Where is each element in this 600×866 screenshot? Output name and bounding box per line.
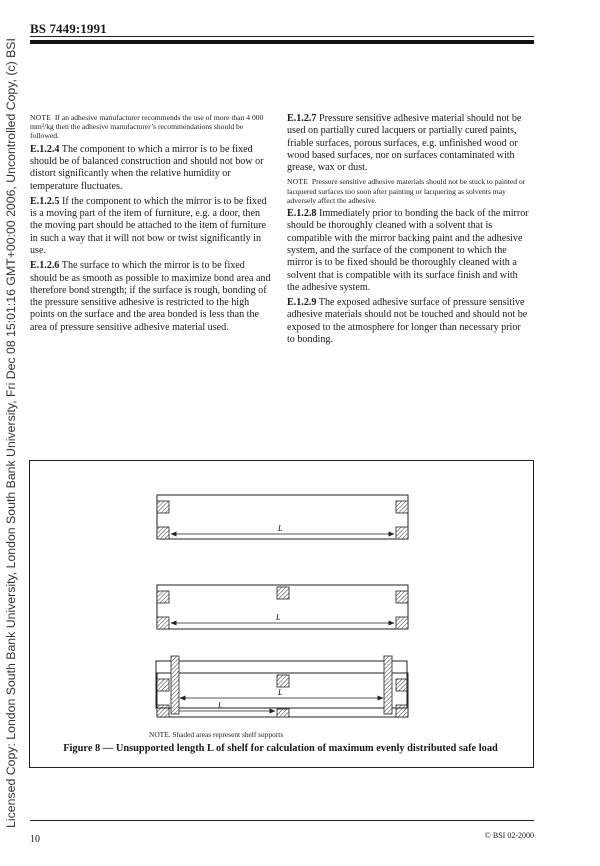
license-watermark: Licensed Copy: London South Bank University, London South Bank University, Fri Dec 08 15:01:16 GMT+00:00 2006, Uncontrolled Copy, (c) BSI [4, 38, 18, 828]
clause-text: If the component to which the mirror is to be fixed is a moving part of the item of furniture, e.g. a door, then the moving part should be attached to the item of furniture in such a way that it will not bow or twist significantly in use. [30, 195, 267, 256]
note-painted-surfaces [287, 177, 531, 205]
clause-number: E.1.2.7 [287, 113, 317, 124]
footer-rule [30, 820, 534, 821]
figure-text-layer [29, 460, 534, 768]
document-id: BS 7449:1991 [30, 21, 107, 36]
note-text: Pressure sensitive adhesive materials should not be stuck to painted or lacquered surfaces too soon after painting or lacquering as solvents may adversely affect the adhesive. [287, 177, 526, 205]
clause-text: The component to which a mirror is to be fixed should be of balanced construction and should not bow or distort significantly when the relative humidity or temperature fluctuates. [30, 143, 264, 192]
header-rule-thin [30, 36, 534, 37]
clause-text: The surface to which the mirror is to be fixed should be as smooth as possible to maximize bond area and therefore bond strength; if the surface is rough, bonding of the pressure sensitive adhesive is restricted to the high points on the surface and the area bonded is less than the area of pressure sensitive adhesive material used. [30, 260, 271, 333]
clause-number: E.1.2.9 [287, 297, 317, 309]
header-rule-thick [30, 40, 534, 44]
clause-number: E.1.2.5 [30, 195, 60, 207]
dimension-label: L [278, 688, 283, 697]
figure-caption: Figure 8 — Unsupported length L of shelf for calculation of maximum evenly distributed safe load [63, 743, 498, 754]
clause-e129 [287, 297, 531, 346]
note-label: NOTE [287, 177, 309, 187]
clause-number: E.1.2.4 [30, 143, 60, 155]
figure-note: NOTE. Shaded areas represent shelf supports [149, 730, 284, 739]
clause-text: The exposed adhesive surface of pressure sensitive adhesive materials should not be touched and should not be exposed to the atmosphere for longer than necessary prior to bonding. [287, 297, 528, 346]
license-watermark-sidebar [0, 0, 22, 866]
right-column [287, 113, 531, 349]
left-column [30, 113, 274, 337]
clause-number: E.1.2.6 [30, 260, 60, 272]
note-adhesive-coverage [30, 113, 274, 141]
note-text: If an adhesive manufacturer recommends the use of more than 4 000 mm²/kg then the adhesive manufacturer’s recommendations should be followed. [30, 113, 264, 141]
dimension-label: L [278, 524, 283, 533]
clause-number: E.1.2.8 [287, 208, 317, 220]
clause-e125 [30, 196, 274, 257]
clause-e124 [30, 144, 274, 193]
clause-e127 [287, 113, 531, 174]
clause-e128 [287, 208, 531, 294]
clause-text: Pressure sensitive adhesive material should not be used on partially cured lacquers or partially cured paints, friable surfaces, porous surfaces, e.g. unfinished wood or wood based surfaces, nor on surfaces contaminated with grease, wax or dust. [287, 113, 522, 174]
clause-text: Immediately prior to bonding the back of the mirror should be thoroughly cleaned with a solvent that is compatible with the mirror backing paint and the adhesive system, and the surface of the component to which the mirror is to be fixed should be thoroughly cleaned with a solvent that is compatible with its surface finish and with the adhesive system. [287, 208, 529, 293]
dimension-label: L [276, 613, 281, 622]
clause-e126 [30, 260, 274, 334]
note-label: NOTE [30, 113, 52, 122]
dimension-label: L [218, 701, 223, 710]
page-number: 10 [30, 834, 40, 845]
copyright-notice: © BSI 02-2000 [484, 831, 534, 840]
